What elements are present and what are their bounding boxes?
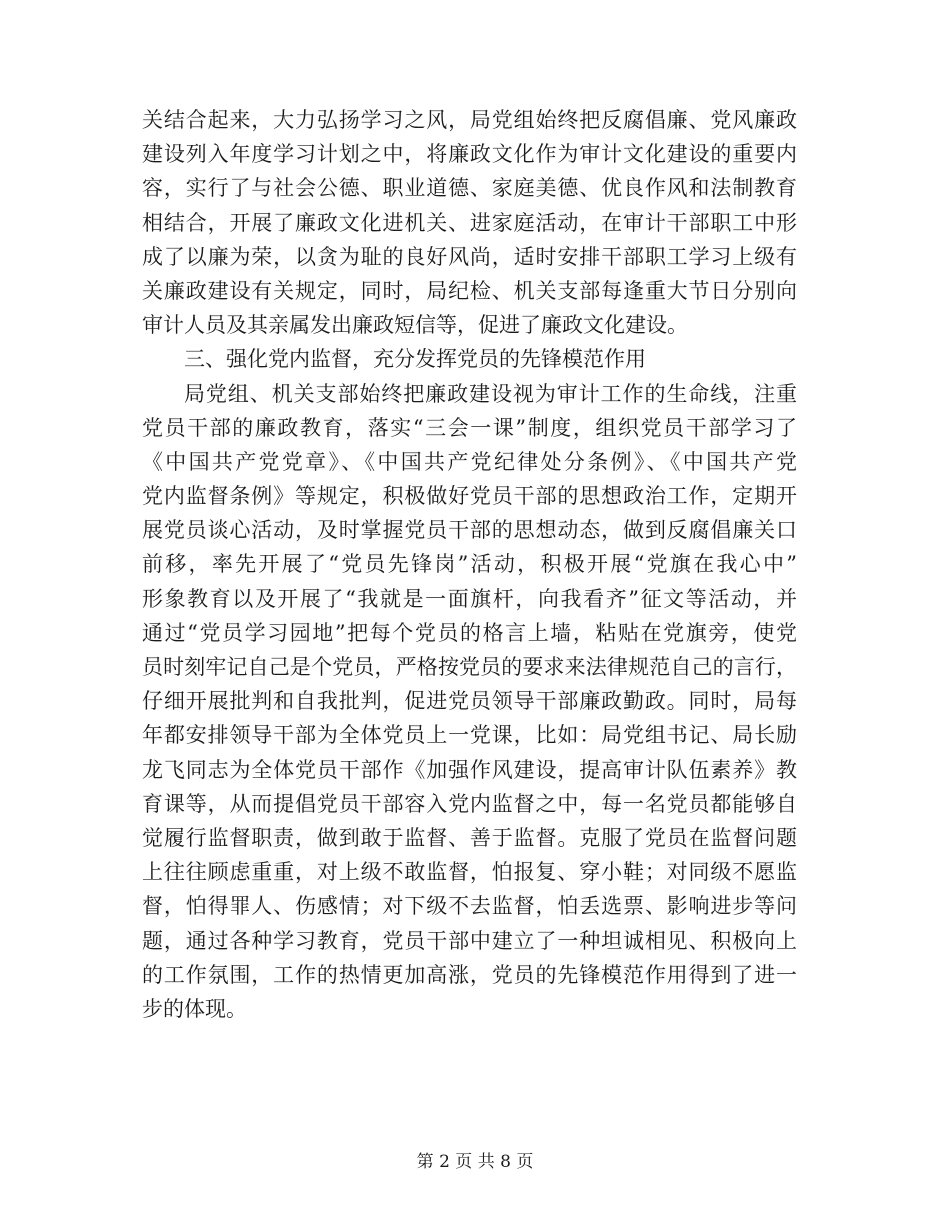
section-heading: 三、强化党内监督，充分发挥党员的先锋模范作用 xyxy=(184,347,646,372)
text-line: 《中国共产党党章》、《中国共产党纪律处分条例》、《中国共产党 xyxy=(142,449,797,474)
text-line: 关结合起来，大力弘扬学习之风，局党组始终把反腐倡廉、党风廉政 xyxy=(142,108,797,132)
text-line: 督，怕得罪人、伤感情；对下级不去监督，怕丢选票、影响进步等问 xyxy=(142,894,797,919)
text-line: 上往往顾虑重重，对上级不敢监督，怕报复、穿小鞋；对同级不愿监 xyxy=(142,860,797,885)
text-line: 形象教育以及开展了“我就是一面旗杆，向我看齐”征文等活动，并 xyxy=(142,586,797,611)
text-line: 容，实行了与社会公德、职业道德、家庭美德、优良作风和法制教育 xyxy=(142,176,797,201)
text-line: 党内监督条例》等规定，积极做好党员干部的思想政治工作，定期开 xyxy=(142,484,797,509)
text-line: 展党员谈心活动，及时掌握党员干部的思想动态，做到反腐倡廉关口 xyxy=(142,518,797,543)
text-line: 通过“党员学习园地”把每个党员的格言上墙，粘贴在党旗旁，使党 xyxy=(142,620,797,645)
text-line: 党员干部的廉政教育，落实“三会一课”制度，组织党员干部学习了 xyxy=(142,415,797,440)
text-line: 育课等，从而提倡党员干部容入党内监督之中，每一名党员都能够自 xyxy=(142,791,797,816)
text-line: 关廉政建设有关规定，同时，局纪检、机关支部每逢重大节日分别向 xyxy=(142,278,797,303)
text-line: 题，通过各种学习教育，党员干部中建立了一种坦诚相见、积极向上 xyxy=(142,928,797,953)
text-line: 审计人员及其亲属发出廉政短信等，促进了廉政文化建设。 xyxy=(142,313,688,338)
text-line: 员时刻牢记自己是个党员，严格按党员的要求来法律规范自己的言行， xyxy=(142,655,797,679)
text-line: 建设列入年度学习计划之中，将廉政文化作为审计文化建设的重要内 xyxy=(142,142,797,167)
text-line: 龙飞同志为全体党员干部作《加强作风建设，提高审计队伍素养》教 xyxy=(142,757,797,782)
document-body xyxy=(142,103,797,1026)
text-line: 的工作氛围，工作的热情更加高涨，党员的先锋模范作用得到了进一 xyxy=(142,962,797,987)
text-line: 成了以廉为荣，以贪为耻的良好风尚，适时安排干部职工学习上级有 xyxy=(142,244,797,269)
text-line: 仔细开展批判和自我批判，促进党员领导干部廉政勤政。同时，局每 xyxy=(142,689,797,714)
text-line: 觉履行监督职责，做到敢于监督、善于监督。克服了党员在监督问题 xyxy=(142,825,797,850)
text-line: 步的体现。 xyxy=(142,996,247,1021)
text-line: 年都安排领导干部为全体党员上一党课，比如：局党组书记、局长励 xyxy=(142,723,797,748)
text-line: 前移，率先开展了“党员先锋岗”活动，积极开展“党旗在我心中” xyxy=(142,552,797,577)
page-number-footer: 第 2 页 共 8 页 xyxy=(416,1152,534,1172)
text-line: 相结合，开展了廉政文化进机关、进家庭活动，在审计干部职工中形 xyxy=(142,210,797,235)
paragraph-first-line: 局党组、机关支部始终把廉政建设视为审计工作的生命线，注重 xyxy=(184,381,797,406)
